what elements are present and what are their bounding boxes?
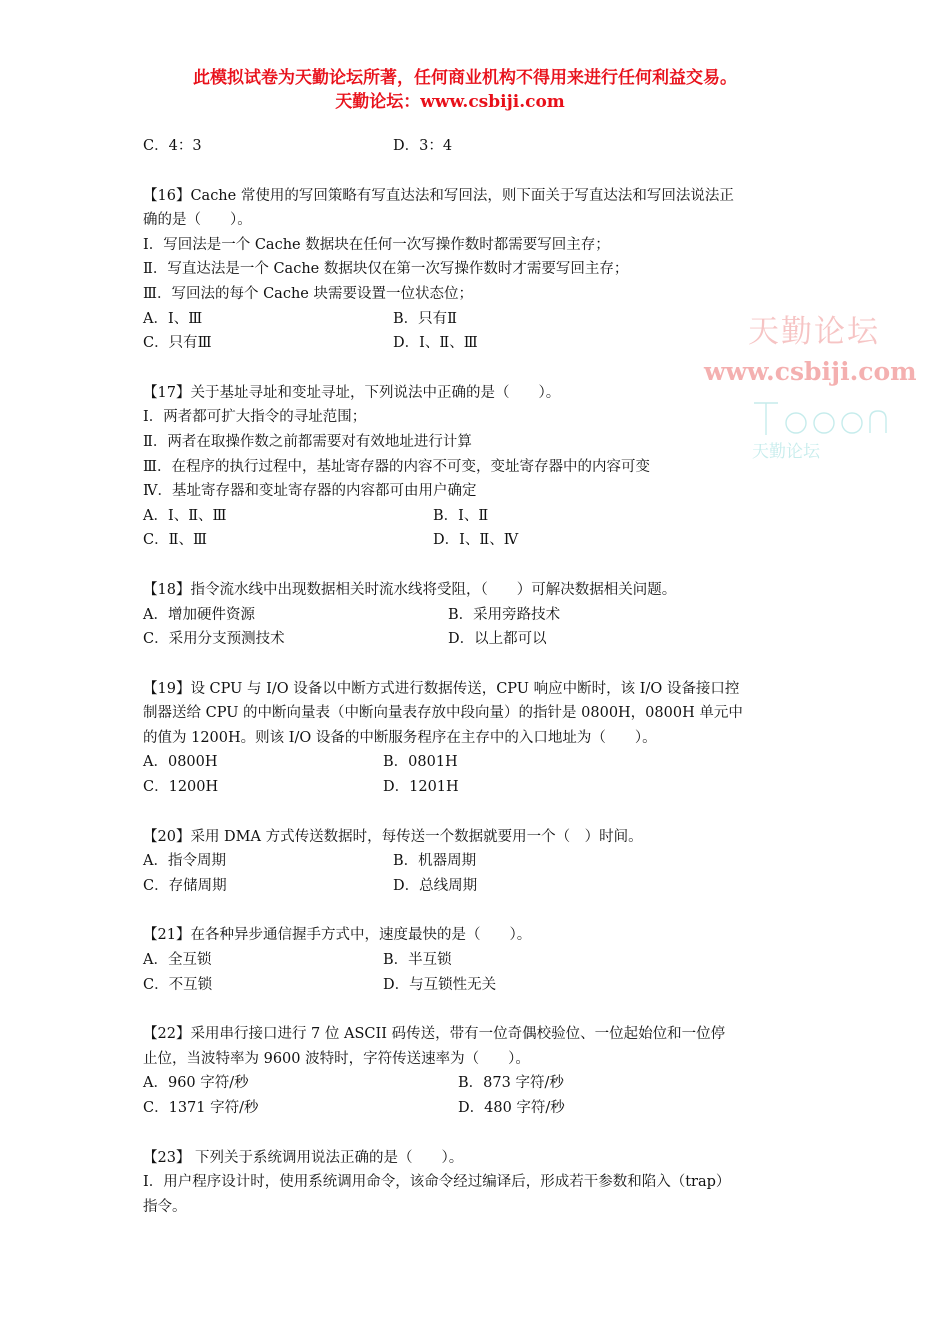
option-c: C．采用分支预测技术	[143, 631, 285, 648]
option-a: A．Ⅰ、Ⅱ、Ⅲ	[143, 507, 227, 524]
watermark-url: www.csbiji.com	[704, 357, 917, 386]
option-d: D．总线周期	[393, 877, 478, 894]
option-a: A．增加硬件资源	[143, 606, 255, 623]
statement-4: Ⅳ．基址寄存器和变址寄存器的内容都可由用户确定	[143, 483, 477, 500]
option-d: D．以上都可以	[448, 631, 547, 648]
question-21	[143, 923, 813, 997]
question-23	[143, 1146, 813, 1220]
statement-1: Ⅰ．写回法是一个 Cache 数据块在任何一次写操作数时都需要写回主存；	[143, 236, 610, 253]
option-a: A．0800H	[143, 754, 218, 771]
question-16	[143, 184, 813, 356]
option-b: B．机器周期	[393, 853, 477, 870]
option-d: D．Ⅰ、Ⅱ、Ⅳ	[433, 532, 519, 549]
option-c: C．存储周期	[143, 877, 227, 894]
statement-1: I．用户程序设计时，使用系统调用命令，该命令经过编译后，形成若干参数和陷入（trap）	[143, 1174, 731, 1191]
option-c: C．1200H	[143, 779, 219, 796]
option-b: B．873 字符/秒	[458, 1075, 564, 1092]
copyright-header	[0, 66, 950, 114]
statement-2: Ⅱ．两者在取操作数之前都需要对有效地址进行计算	[143, 433, 472, 450]
previous-question-options	[143, 134, 813, 159]
option-b: B．半互锁	[383, 952, 452, 969]
option-a: A．指令周期	[143, 853, 226, 870]
question-stem: 【20】采用 DMA 方式传送数据时，每传送一个数据就要用一个（ ）时间。	[143, 828, 643, 845]
option-b: B．0801H	[383, 754, 458, 771]
option-d: D．与互锁性无关	[383, 976, 497, 993]
question-stem: 【17】关于基址寻址和变址寻址，下列说法中正确的是（ ）。	[143, 384, 561, 401]
option-b: B．采用旁路技术	[448, 606, 561, 623]
option-a: A．Ⅰ、Ⅲ	[143, 310, 203, 327]
question-stem: 确的是（ ）。	[143, 212, 252, 229]
option-c: C．Ⅱ、Ⅲ	[143, 532, 207, 549]
question-stem: 【16】Cache 常使用的写回策略有写直达法和写回法，则下面关于写直达法和写回法说法正	[143, 187, 734, 204]
question-stem: 【22】采用串行接口进行 7 位 ASCII 码传送，带有一位奇偶校验位、一位起始位和一位停	[143, 1026, 726, 1043]
question-stem: 止位，当波特率为 9600 波特时，字符传送速率为（ ）。	[143, 1050, 530, 1067]
question-stem: 的值为 1200H。则该 I/O 设备的中断服务程序在主存中的入口地址为（ ）。	[143, 729, 657, 746]
option-c: C．只有Ⅲ	[143, 335, 212, 352]
statement-3: Ⅲ．写回法的每个 Cache 块需要设置一位状态位；	[143, 285, 473, 302]
option-d: D．1201H	[383, 779, 459, 796]
statement-1-continued: 指令。	[143, 1198, 187, 1215]
option-a: A．全互锁	[143, 952, 212, 969]
question-20	[143, 825, 813, 899]
option-d: D．480 字符/秒	[458, 1100, 565, 1116]
question-22	[143, 1022, 813, 1120]
question-stem: 【21】在各种异步通信握手方式中，速度最快的是（ ）。	[143, 927, 532, 944]
option-b: B．Ⅰ、Ⅱ	[433, 507, 489, 524]
question-stem: 【19】设 CPU 与 I/O 设备以中断方式进行数据传送，CPU 响应中断时，该 I/O 设备接口控	[143, 680, 740, 697]
question-stem: 制器送给 CPU 的中断向量表（中断向量表存放中段向量）的指针是 0800H，0800H 单元中	[143, 705, 743, 722]
copyright-notice: 此模拟试卷为天勤论坛所著，任何商业机构不得用来进行任何利益交易。	[193, 68, 737, 88]
question-18	[143, 578, 813, 652]
statement-2: Ⅱ．写直达法是一个 Cache 数据块仅在第一次写操作数时才需要写回主存；	[143, 261, 629, 278]
option-b: B．只有Ⅱ	[393, 310, 458, 327]
statement-3: Ⅲ．在程序的执行过程中，基址寄存器的内容不可变，变址寄存器中的内容可变	[143, 458, 650, 475]
option-c: C．不互锁	[143, 976, 213, 993]
watermark-logo-text: 天勤论坛	[752, 442, 820, 462]
question-content	[143, 134, 813, 1244]
question-17	[143, 381, 813, 553]
forum-url-header: 天勤论坛：www.csbiji.com	[335, 92, 565, 112]
option-a: A．960 字符/秒	[143, 1075, 249, 1092]
option-c: C．4：3	[143, 138, 202, 154]
option-d: D．3：4	[393, 138, 453, 154]
statement-1: Ⅰ．两者都可扩大指令的寻址范围；	[143, 409, 367, 426]
option-d: D．Ⅰ、Ⅱ、Ⅲ	[393, 335, 478, 352]
question-stem: 【23】 下列关于系统调用说法正确的是（ ）。	[143, 1149, 464, 1166]
watermark-title: 天勤论坛	[748, 314, 880, 350]
option-c: C．1371 字符/秒	[143, 1100, 259, 1116]
question-stem: 【18】指令流水线中出现数据相关时流水线将受阻，（ ）可解决数据相关问题。	[143, 581, 677, 598]
question-19	[143, 677, 813, 800]
